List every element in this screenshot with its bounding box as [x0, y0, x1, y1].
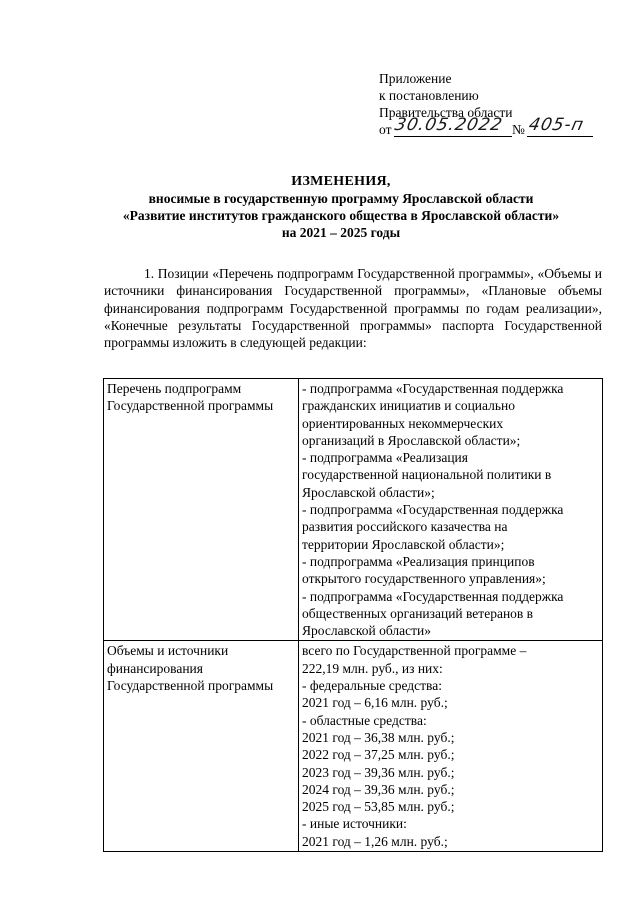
- handwritten-date: 30.05.2022: [392, 115, 505, 135]
- table-cell-left: [104, 379, 299, 641]
- cell-line: - подпрограмма «Реализация принципов: [302, 553, 535, 569]
- document-title: [80, 173, 602, 241]
- cell-line: ориентированных некоммерческих: [302, 415, 504, 431]
- cell-line: 2024 год – 39,36 млн. руб.;: [302, 781, 455, 797]
- cell-line: - иные источники:: [302, 816, 407, 832]
- table-cell-right: [299, 641, 603, 852]
- cell-line: Государственной программы: [107, 678, 274, 694]
- appendix-block: [379, 70, 619, 139]
- cell-line: территории Ярославской области»;: [302, 536, 505, 552]
- cell-line: - областные средства:: [302, 712, 427, 728]
- cell-line: государственной национальной политики в: [302, 467, 552, 483]
- cell-line: - подпрограмма «Государственная поддержка: [302, 588, 564, 604]
- cell-line: - подпрограмма «Реализация: [302, 450, 468, 466]
- cell-line: 2021 год – 1,26 млн. руб.;: [302, 833, 448, 849]
- passport-table: [103, 378, 603, 852]
- cell-line: Ярославской области»: [302, 623, 431, 639]
- cell-line: гражданских инициатив и социально: [302, 398, 516, 414]
- paragraph-1: 1. Позиции «Перечень подпрограмм Государственной программы», «Объемы и источники финансирования Государственной программы», «Плановые объемы финансирования подпрограмм Государственной программы по годам реализации», «Конечные результаты Государственной программы» паспорта Государственной программы изложить в следующей редакции:: [104, 266, 602, 351]
- cell-line: 2021 год – 6,16 млн. руб.;: [302, 695, 448, 711]
- appendix-line-2: к постановлению: [379, 88, 479, 103]
- appendix-date-number-line: [379, 115, 619, 139]
- cell-line: - федеральные средства:: [302, 678, 442, 694]
- number-label: №: [512, 122, 525, 137]
- handwritten-number: 405-п: [526, 115, 586, 135]
- cell-line: Государственной программы: [107, 398, 274, 414]
- cell-line: открытого государственного управления»;: [302, 571, 546, 587]
- appendix-line-3: Правительства области: [379, 105, 513, 120]
- cell-line: 2021 год – 36,38 млн. руб.;: [302, 729, 455, 745]
- table-row: [104, 379, 603, 641]
- cell-line: всего по Государственной программе –: [302, 643, 527, 659]
- cell-line: организаций в Ярославской области»;: [302, 432, 521, 448]
- date-underline: [394, 136, 512, 137]
- title-line-1: ИЗМЕНЕНИЯ,: [291, 174, 391, 189]
- table-cell-right: [299, 379, 603, 641]
- number-underline: [527, 136, 593, 137]
- title-line-4: на 2021 – 2025 годы: [281, 225, 401, 240]
- appendix-line-1: Приложение: [379, 71, 452, 86]
- cell-line: Ярославской области»;: [302, 484, 435, 500]
- cell-line: Перечень подпрограмм: [107, 381, 242, 396]
- cell-line: 2025 год – 53,85 млн. руб.;: [302, 799, 455, 815]
- table-cell-left: [104, 641, 299, 852]
- cell-line: 222,19 млн. руб., из них:: [302, 660, 443, 676]
- cell-line: - подпрограмма «Государственная поддержка: [302, 502, 564, 518]
- cell-line: Объемы и источники: [107, 643, 229, 659]
- cell-line: развития российского казачества на: [302, 519, 508, 535]
- from-label: от: [379, 122, 392, 137]
- cell-line: общественных организаций ветеранов в: [302, 605, 534, 621]
- table-row: [104, 641, 603, 852]
- passport-table-body: [104, 379, 603, 852]
- cell-line: 2023 год – 39,36 млн. руб.;: [302, 764, 455, 780]
- cell-line: финансирования: [107, 660, 203, 676]
- cell-line: 2022 год – 37,25 млн. руб.;: [302, 747, 455, 763]
- title-line-3: «Развитие институтов гражданского общества в Ярославской области»: [122, 208, 560, 223]
- title-line-2: вносимые в государственную программу Ярославской области: [148, 191, 534, 206]
- cell-line: - подпрограмма «Государственная поддержка: [302, 381, 564, 396]
